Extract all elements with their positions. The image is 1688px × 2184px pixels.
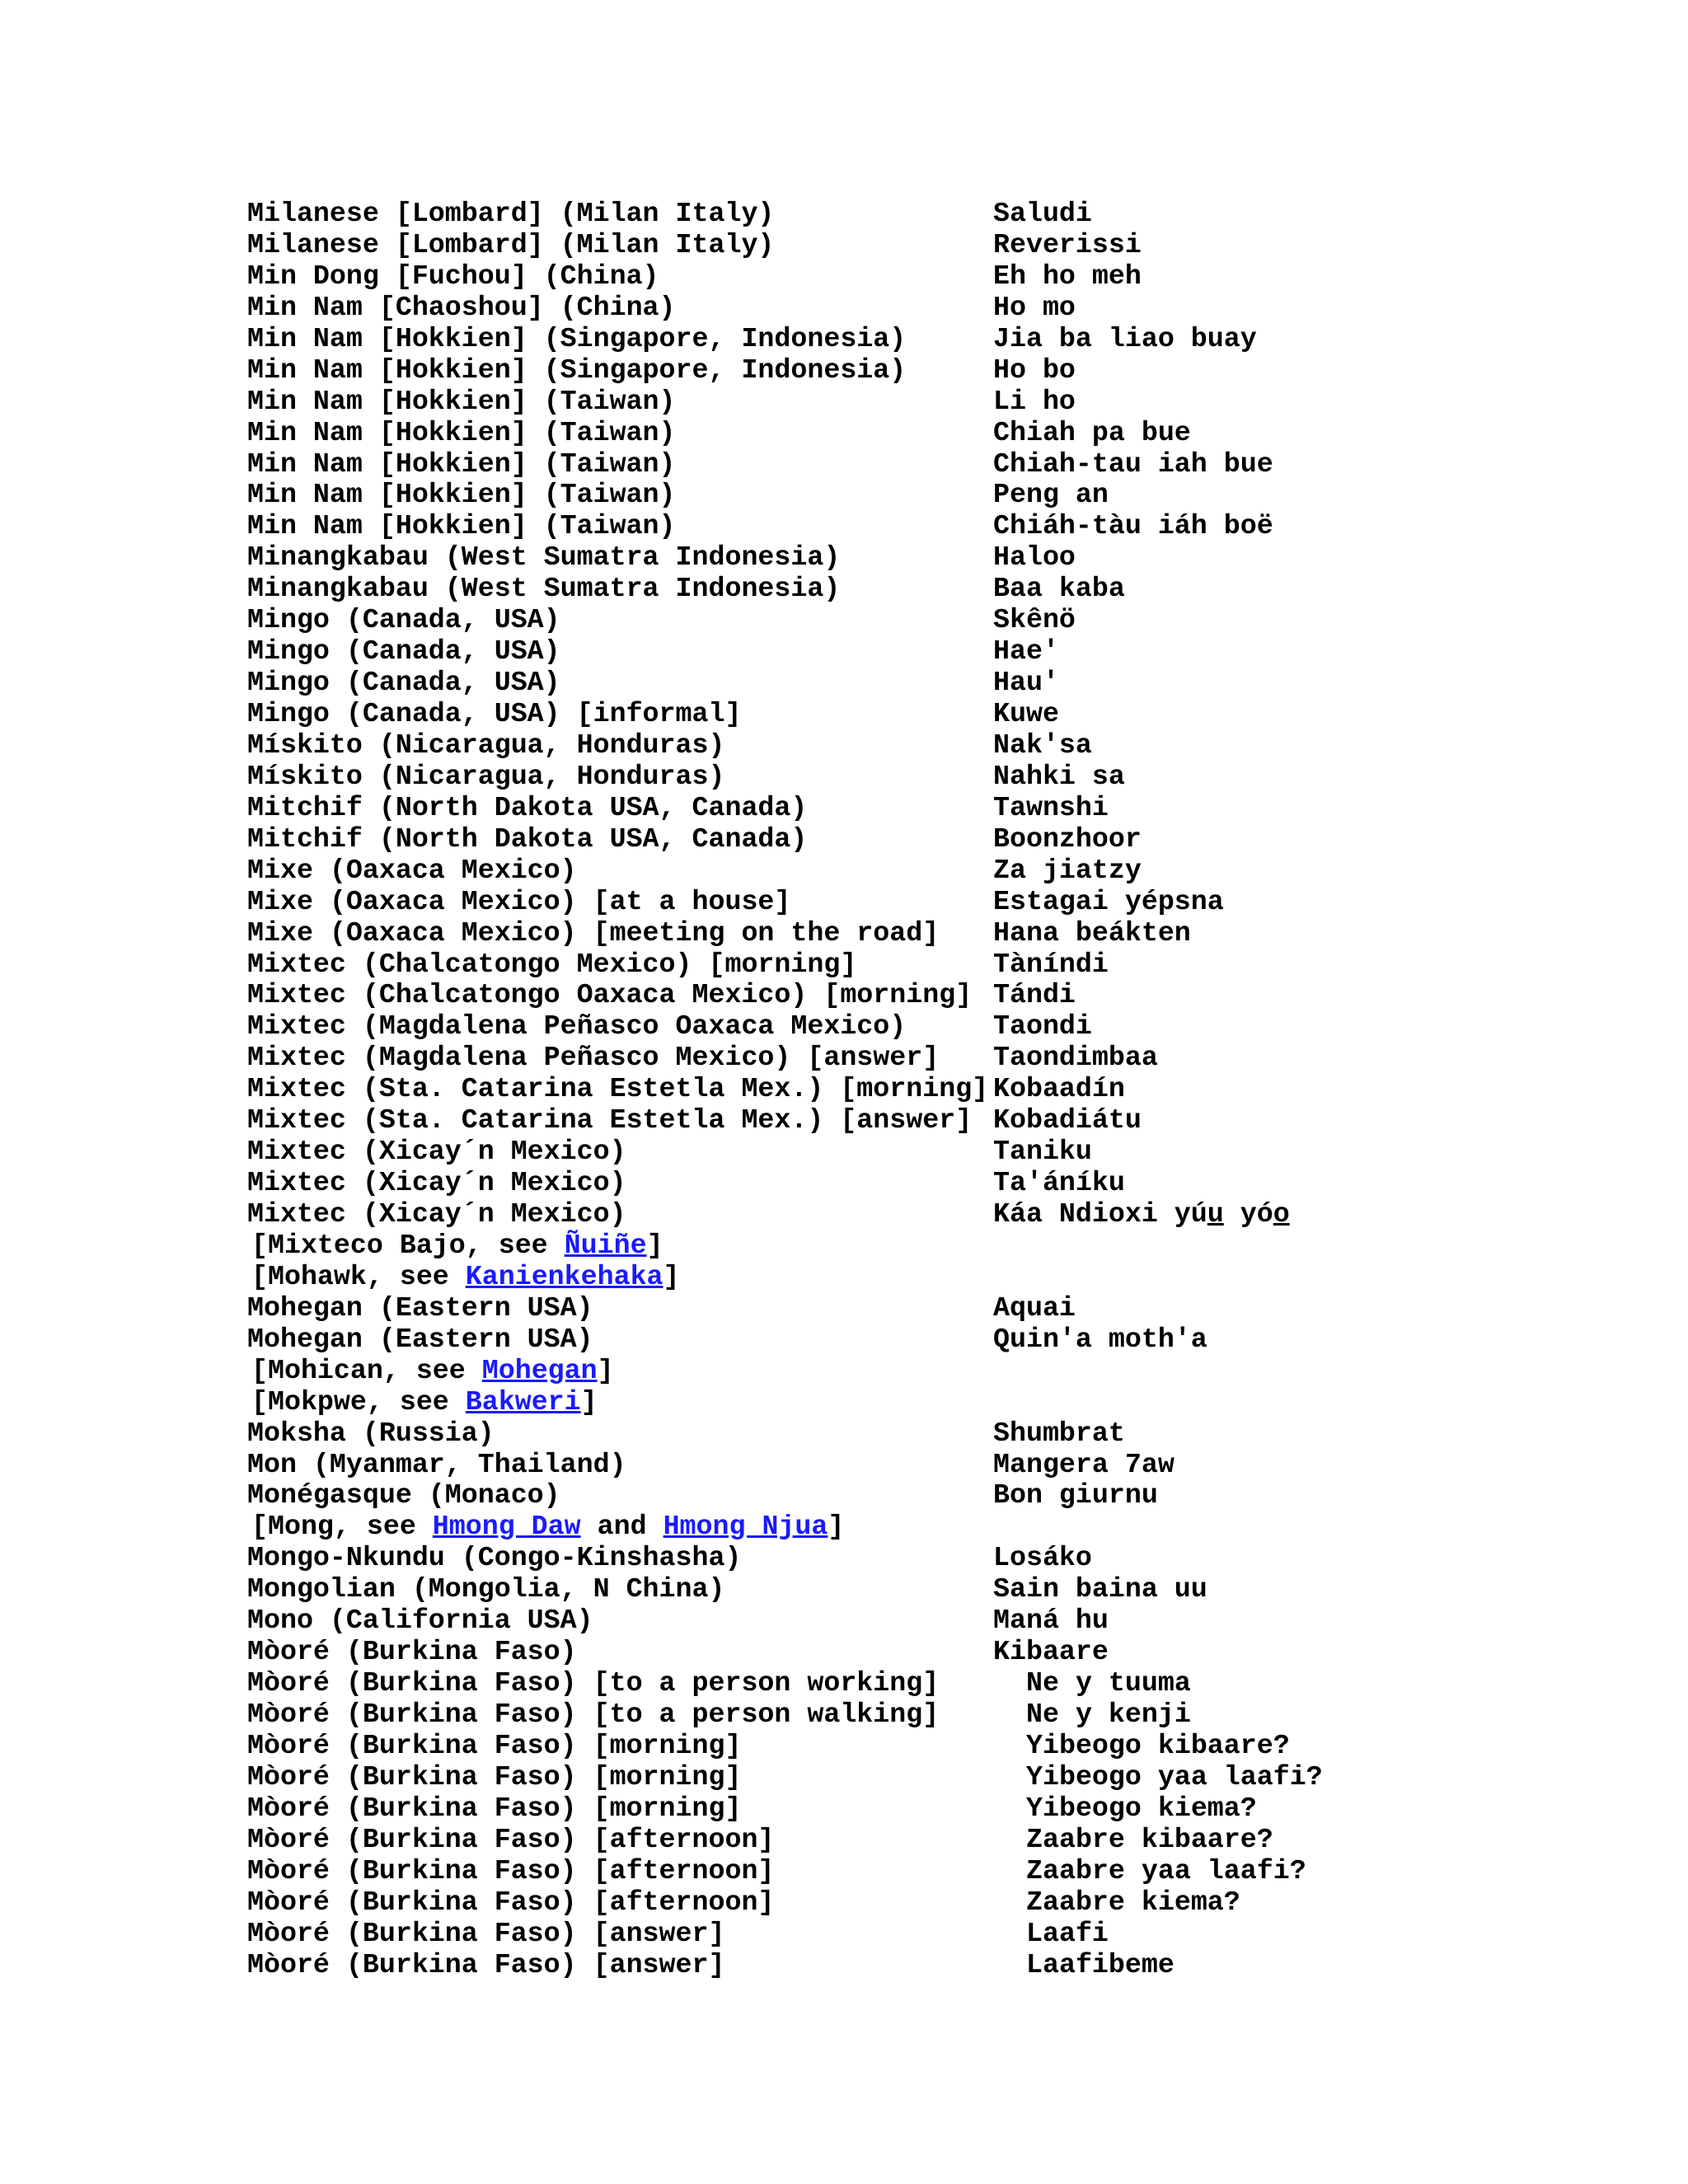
language-name: Mòoré (Burkina Faso)	[247, 1636, 577, 1668]
greeting: Haloo	[993, 541, 1076, 574]
greeting: Zaabre kibaare?	[1026, 1823, 1273, 1855]
language-name: Min Nam [Hokkien] (Taiwan)	[247, 448, 676, 480]
language-name: Mixe (Oaxaca Mexico) [at a house]	[247, 885, 791, 917]
greeting: Eh ho meh	[993, 260, 1142, 292]
language-name: Mon (Myanmar, Thailand)	[247, 1448, 626, 1480]
greeting: Ne y kenji	[1026, 1699, 1191, 1730]
language-name: Mòoré (Burkina Faso) [answer]	[247, 1948, 725, 1980]
greeting: Maná hu	[993, 1605, 1109, 1637]
language-link[interactable]: Hmong Njua	[663, 1511, 828, 1543]
greeting: Yibeogo kiema?	[1026, 1792, 1257, 1824]
greeting: Sain baina uu	[993, 1573, 1207, 1605]
language-name: Mòoré (Burkina Faso) [to a person walking]	[247, 1699, 940, 1730]
greeting: Shumbrat	[993, 1417, 1125, 1449]
greeting: Chiah pa bue	[993, 416, 1191, 448]
language-name: Mono (California USA)	[247, 1605, 593, 1637]
language-name: Mòoré (Burkina Faso) [afternoon]	[247, 1854, 775, 1886]
greeting: Reverissi	[993, 228, 1142, 260]
greeting: Taondi	[993, 1010, 1092, 1043]
language-name: Mískito (Nicaragua, Honduras)	[247, 729, 725, 761]
cross-reference	[251, 1230, 663, 1262]
language-name: Mòoré (Burkina Faso) [afternoon]	[247, 1823, 775, 1855]
greeting: Laafi	[1026, 1917, 1109, 1949]
greeting: Peng an	[993, 479, 1109, 511]
language-name: Mixtec (Magdalena Peñasco Oaxaca Mexico)	[247, 1010, 907, 1043]
language-name: Mingo (Canada, USA)	[247, 635, 560, 668]
greeting: Yibeogo yaa laafi?	[1026, 1760, 1323, 1793]
language-name: Min Nam [Hokkien] (Taiwan)	[247, 416, 676, 448]
greeting: Chiáh-tàu iáh boë	[993, 510, 1273, 542]
greeting: Taniku	[993, 1136, 1092, 1168]
language-name: Mixe (Oaxaca Mexico)	[247, 854, 577, 886]
xref-text: [Mohawk, see	[251, 1260, 466, 1292]
cross-reference	[251, 1387, 598, 1418]
language-name: Mitchif (North Dakota USA, Canada)	[247, 823, 808, 855]
greeting: Aquai	[993, 1291, 1076, 1324]
greeting: Bon giurnu	[993, 1479, 1158, 1511]
language-name: Mòoré (Burkina Faso) [to a person working]	[247, 1667, 940, 1699]
language-name: Mòoré (Burkina Faso) [answer]	[247, 1917, 725, 1949]
greeting: Skênö	[993, 604, 1076, 636]
greeting: Hana beákten	[993, 916, 1191, 949]
greeting: Ho bo	[993, 354, 1076, 386]
language-name: Min Nam [Hokkien] (Taiwan)	[247, 510, 676, 542]
language-name: Mixtec (Xicay´n Mexico)	[247, 1136, 626, 1168]
greeting: Tándi	[993, 979, 1076, 1011]
language-link[interactable]: Bakweri	[465, 1385, 581, 1418]
greeting: Yibeogo kibaare?	[1026, 1729, 1290, 1761]
language-name: Mongolian (Mongolia, N China)	[247, 1573, 725, 1605]
greeting: Kibaare	[993, 1636, 1109, 1668]
greeting: Saludi	[993, 198, 1092, 229]
greeting: Losáko	[993, 1542, 1092, 1574]
greeting: Hae'	[993, 635, 1059, 668]
language-name: Mixtec (Sta. Catarina Estetla Mex.) [answer]	[247, 1104, 973, 1137]
greeting: Ta'áníku	[993, 1167, 1125, 1199]
greeting: Nak'sa	[993, 729, 1092, 761]
cross-reference	[251, 1262, 680, 1293]
language-link[interactable]: Hmong Daw	[432, 1511, 581, 1543]
greeting: Li ho	[993, 385, 1076, 417]
language-name: Mískito (Nicaragua, Honduras)	[247, 760, 725, 792]
xref-text: ]	[646, 1229, 663, 1261]
language-link[interactable]: Kanienkehaka	[465, 1260, 663, 1292]
greeting: Taondimbaa	[993, 1042, 1158, 1074]
language-name: Mòoré (Burkina Faso) [morning]	[247, 1760, 742, 1793]
greeting: Ho mo	[993, 291, 1076, 323]
language-name: Min Nam [Hokkien] (Taiwan)	[247, 479, 676, 511]
greeting-underlined: o	[1273, 1198, 1290, 1230]
language-name: Mongo-Nkundu (Congo-Kinshasha)	[247, 1542, 742, 1574]
greeting: Mangera 7aw	[993, 1448, 1175, 1480]
language-name: Monégasque (Monaco)	[247, 1479, 560, 1511]
greeting-part: yó	[1223, 1198, 1273, 1230]
language-name: Mingo (Canada, USA) [informal]	[247, 698, 742, 729]
xref-text: [Mokpwe, see	[251, 1385, 466, 1418]
language-name: Mixtec (Magdalena Peñasco Mexico) [answer]	[247, 1042, 940, 1074]
xref-text: [Mohican, see	[251, 1354, 482, 1386]
greeting: Chiah-tau iah bue	[993, 448, 1273, 480]
greeting: Tàníndi	[993, 948, 1109, 980]
language-name: Mixtec (Sta. Catarina Estetla Mex.) [morning]	[247, 1073, 989, 1105]
language-name: Moksha (Russia)	[247, 1417, 495, 1449]
xref-text: ]	[663, 1260, 680, 1292]
language-name: Mixtec (Xicay´n Mexico)	[247, 1167, 626, 1199]
greeting: Baa kaba	[993, 573, 1125, 605]
language-name: Mohegan (Eastern USA)	[247, 1291, 593, 1324]
language-name: Min Nam [Hokkien] (Singapore, Indonesia)	[247, 354, 907, 386]
language-name: Milanese [Lombard] (Milan Italy)	[247, 198, 775, 229]
xref-text: ]	[580, 1385, 598, 1418]
xref-text: ]	[828, 1511, 845, 1543]
greeting: Quin'a moth'a	[993, 1323, 1207, 1355]
language-name: Min Nam [Hokkien] (Singapore, Indonesia)	[247, 322, 907, 354]
greeting: Zaabre yaa laafi?	[1026, 1854, 1306, 1886]
xref-text: [Mong, see	[251, 1511, 433, 1543]
language-link[interactable]: Ñuiñe	[564, 1229, 647, 1261]
language-name: Mitchif (North Dakota USA, Canada)	[247, 791, 808, 823]
greeting: Jia ba liao buay	[993, 322, 1257, 354]
greeting: Tawnshi	[993, 791, 1109, 823]
greeting: Za jiatzy	[993, 854, 1142, 886]
greeting: Laafibeme	[1026, 1948, 1175, 1980]
xref-text: ]	[597, 1354, 614, 1386]
greeting: Zaabre kiema?	[1026, 1886, 1240, 1918]
greeting-part: Káa Ndioxi yú	[993, 1198, 1207, 1230]
greeting: Hau'	[993, 667, 1059, 699]
language-name: Mohegan (Eastern USA)	[247, 1323, 593, 1355]
language-name: Min Nam [Chaoshou] (China)	[247, 291, 676, 323]
cross-reference	[251, 1511, 844, 1543]
greeting: Ne y tuuma	[1026, 1667, 1191, 1699]
language-name: Mixe (Oaxaca Mexico) [meeting on the road]	[247, 916, 940, 949]
greeting: Boonzhoor	[993, 823, 1142, 855]
xref-text: [Mixteco Bajo, see	[251, 1229, 565, 1261]
greeting: Estagai yépsna	[993, 885, 1224, 917]
xref-text: and	[580, 1511, 663, 1543]
greeting-underlined: u	[1207, 1198, 1224, 1230]
language-name: Mòoré (Burkina Faso) [afternoon]	[247, 1886, 775, 1918]
language-link[interactable]: Mohegan	[481, 1354, 598, 1386]
language-name: Min Dong [Fuchou] (China)	[247, 260, 659, 292]
greeting: Kuwe	[993, 698, 1059, 729]
language-name: Mixtec (Chalcatongo Oaxaca Mexico) [morning]	[247, 979, 973, 1011]
language-name: Mixtec (Chalcatongo Mexico) [morning]	[247, 948, 857, 980]
language-name: Mingo (Canada, USA)	[247, 667, 560, 699]
greeting: Kobaadín	[993, 1073, 1125, 1105]
cross-reference	[251, 1356, 614, 1387]
language-name: Min Nam [Hokkien] (Taiwan)	[247, 385, 676, 417]
language-name: Milanese [Lombard] (Milan Italy)	[247, 228, 775, 260]
language-name: Mòoré (Burkina Faso) [morning]	[247, 1792, 742, 1824]
greeting: Nahki sa	[993, 760, 1125, 792]
greeting	[993, 1199, 1290, 1230]
language-name: Mixtec (Xicay´n Mexico)	[247, 1198, 626, 1230]
greeting: Kobadiátu	[993, 1104, 1142, 1137]
language-name: Mingo (Canada, USA)	[247, 604, 560, 636]
language-name: Minangkabau (West Sumatra Indonesia)	[247, 541, 841, 574]
language-name: Minangkabau (West Sumatra Indonesia)	[247, 573, 841, 605]
language-name: Mòoré (Burkina Faso) [morning]	[247, 1729, 742, 1761]
